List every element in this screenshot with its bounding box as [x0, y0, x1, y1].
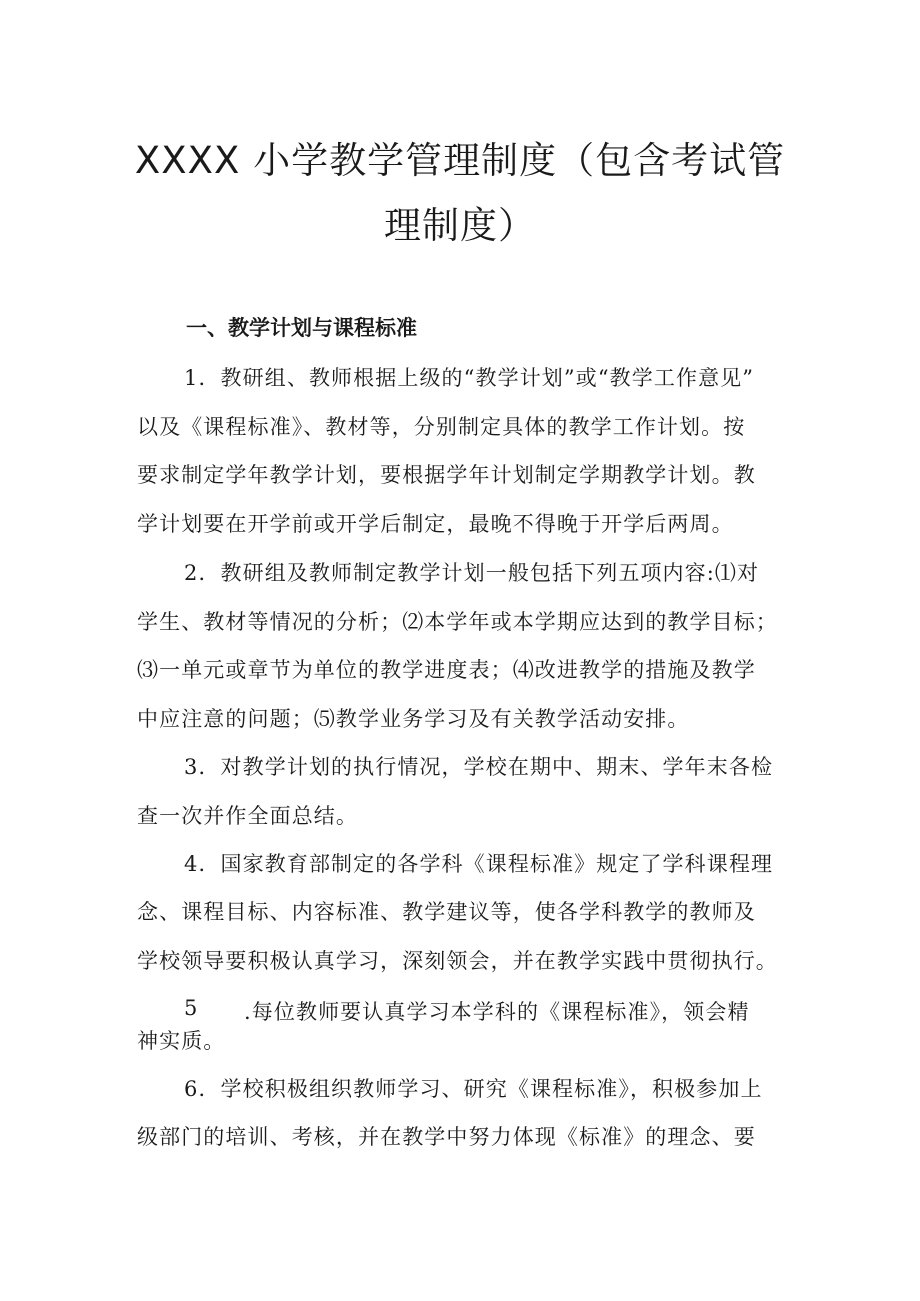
paragraph-1-line-3: 要求制定学年教学计划，要根据学年计划制定学期教学计划。教 — [137, 463, 756, 487]
paragraph-2-line-1: 2．教研组及教师制定教学计划一般包括下列五项内容:⑴对 — [184, 561, 760, 585]
paragraph-1-line-4: 学计划要在开学前或开学后制定，最晚不得晚于开学后两周。 — [137, 512, 734, 536]
document-title-line2: 理制度） — [384, 204, 536, 247]
paragraph-5-line-1: .每位教师要认真学习本学科的《课程标准》，领会精 — [244, 1000, 750, 1024]
paragraph-6-line-2: 级部门的培训、考核，并在教学中努力体现《标准》的理念、要 — [137, 1125, 756, 1149]
paragraph-2-line-3: ⑶一单元或章节为单位的教学进度表；⑷改进教学的措施及教学 — [137, 658, 756, 682]
paragraph-4-line-3: 学校领导要积极认真学习，深刻领会，并在教学实践中贯彻执行。 — [137, 949, 778, 973]
paragraph-5-line-2: 神实质。 — [137, 1029, 226, 1053]
paragraph-3-line-1: 3．对教学计划的执行情况，学校在期中、期末、学年末各检 — [184, 755, 774, 779]
document-title-line1: XXXX 小学教学管理制度（包含考试管 — [134, 139, 786, 182]
paragraph-3-line-2: 查一次并作全面总结。 — [137, 804, 358, 828]
paragraph-4-line-1: 4．国家教育部制定的各学科《课程标准》规定了学科课程理 — [184, 852, 774, 876]
paragraph-2-line-4: 中应注意的问题；⑸教学业务学习及有关教学活动安排。 — [137, 707, 690, 731]
section-heading: 一、教学计划与课程标准 — [186, 316, 417, 340]
paragraph-6-line-1: 6．学校积极组织教师学习、研究《课程标准》，积极参加上 — [184, 1077, 763, 1101]
paragraph-2-line-2: 学生、教材等情况的分析；⑵本学年或本学期应达到的教学目标； — [137, 610, 778, 634]
paragraph-1-line-1: 1．教研组、教师根据上级的“教学计划”或“教学工作意见” — [184, 366, 755, 390]
paragraph-1-line-2: 以及《课程标准》、教材等，分别制定具体的教学工作计划。按 — [137, 415, 746, 439]
paragraph-4-line-2: 念、课程目标、内容标准、教学建议等，使各学科教学的教师及 — [137, 900, 756, 924]
paragraph-5-number: 5 — [184, 996, 198, 1020]
